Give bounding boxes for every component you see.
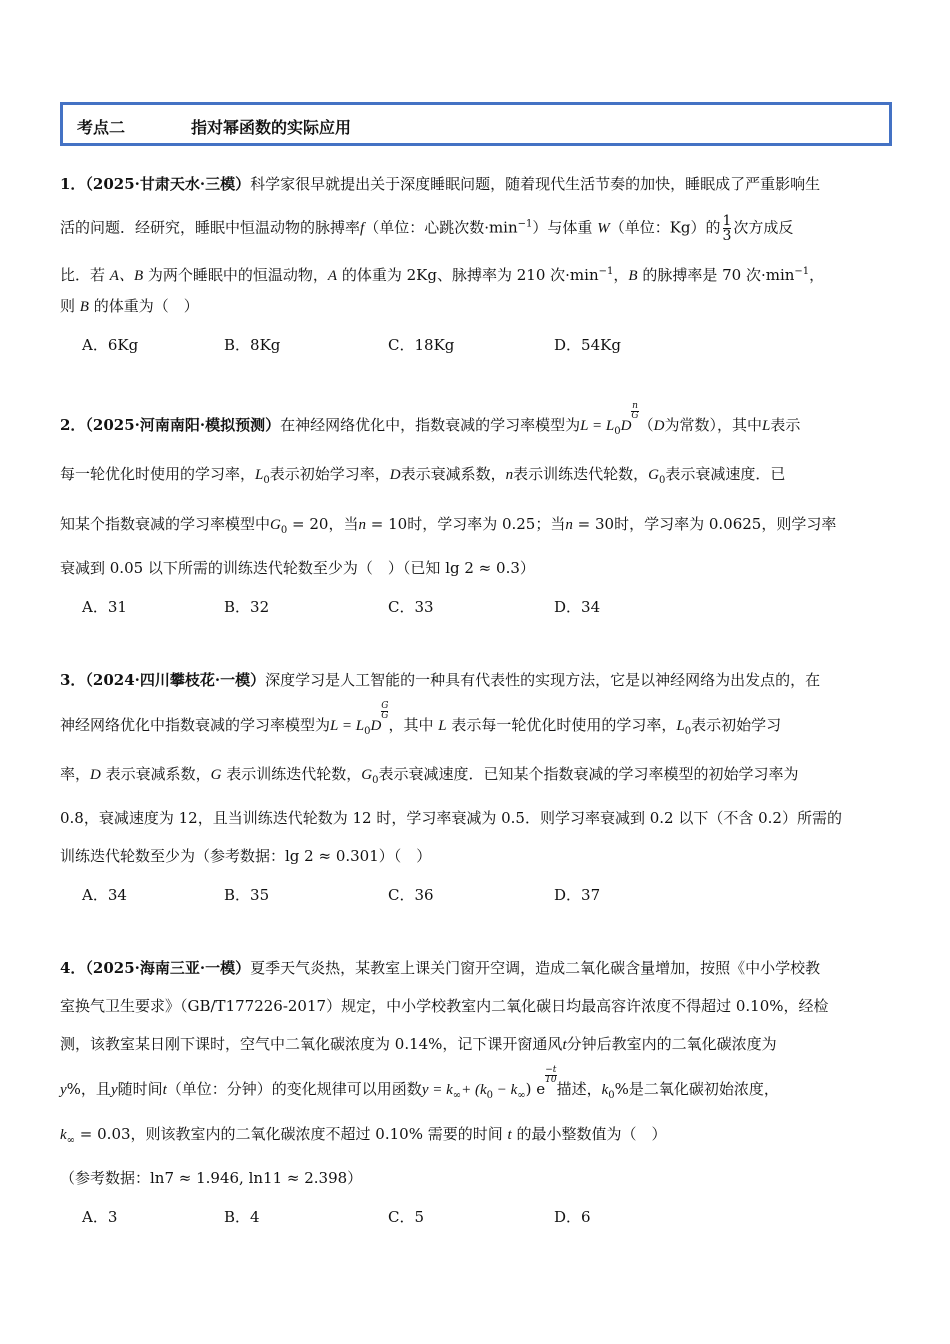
section-header	[60, 102, 892, 146]
q4-line5: $k_\infty = 0.03$，则该教室内的二氧化碳浓度不超过 0.10% 需要的时间 t 的最小整数值为（ ）	[60, 1125, 667, 1146]
q4-line6: （参考数据：ln7 ≈ 1.946, ln11 ≈ 2.398）	[60, 1169, 363, 1187]
q3-option-d[interactable]: D．37	[554, 886, 601, 904]
q1-line3: 比．若 A、B 为两个睡眠中的恒温动物，A 的体重为 2Kg、脉搏率为 210 次$\cdot\min^{-1}$，B 的脉搏率是 70 次$\cdot\min^{-1}$，	[60, 266, 825, 284]
q3-option-c[interactable]: C．36	[388, 886, 434, 904]
q1-options	[82, 334, 782, 354]
q2-line2: 每一轮优化时使用的学习率，$L_0$表示初始学习率，D表示衰减系数，n表示训练迭代轮数，$G_0$表示衰减速度．已	[60, 465, 786, 486]
exponent-neg-t-over-10: $\frac{-t}{10}$	[545, 1065, 557, 1085]
q2-line4: 衰减到 0.05 以下所需的训练迭代轮数至少为（ ）（已知 lg 2 ≈ 0.3）	[60, 559, 535, 577]
q1-line2: 活的问题．经研究，睡眠中恒温动物的脉搏率f（单位：心跳次数$\cdot\min^{-1}$）与体重 W（单位：Kg）的 $\frac{1}{3}$ 次方成反	[60, 213, 794, 244]
q3-options	[82, 884, 782, 904]
q4-source: 4．（2025·海南三亚·一模）	[60, 959, 251, 977]
q2-source: 2．（2025·河南南阳·模拟预测）	[60, 416, 281, 434]
q3-line4: 0.8，衰减速度为 12，且当训练迭代轮数为 12 时，学习率衰减为 0.5．则学习率衰减到 0.2 以下（不含 0.2）所需的	[60, 809, 842, 827]
q3-option-b[interactable]: B．35	[224, 886, 270, 904]
q3-line2: 神经网络优化中指数衰减的学习率模型为$L = L_0D$ $\frac{G}{G}$ ，其中 L 表示每一轮优化时使用的学习率，$L_0$表示初始学习	[60, 701, 782, 737]
q2-line1: 2．（2025·河南南阳·模拟预测）在神经网络优化中，指数衰减的学习率模型为$L = L_0D$ $\frac{n}{G}$ （D为常数），其中L表示	[60, 401, 801, 437]
q2-option-c[interactable]: C．33	[388, 598, 434, 616]
q1-option-c[interactable]: C．18Kg	[388, 336, 455, 354]
q3-line5: 训练迭代轮数至少为（参考数据：lg 2 ≈ 0.301）（ ）	[60, 847, 432, 865]
q2-option-d[interactable]: D．34	[554, 598, 601, 616]
q1-line4: 则 B 的体重为（ ）	[60, 297, 199, 315]
q4-line3: 测，该教室某日刚下课时，空气中二氧化碳浓度为 0.14%，记下课开窗通风t分钟后教室内的二氧化碳浓度为	[60, 1035, 777, 1053]
q1-option-b[interactable]: B．8Kg	[224, 336, 281, 354]
q3-line1: 3．（2024·四川攀枝花·一模）深度学习是人工智能的一种具有代表性的实现方法，它是以神经网络为出发点的，在	[60, 671, 821, 689]
q3-source: 3．（2024·四川攀枝花·一模）	[60, 671, 266, 689]
q4-option-d[interactable]: D．6	[554, 1208, 591, 1226]
q2-option-a[interactable]: A．31	[82, 598, 127, 616]
q1-option-d[interactable]: D．54Kg	[554, 336, 621, 354]
section-title: 指对幂函数的实际应用	[191, 118, 352, 137]
q3-option-a[interactable]: A．34	[82, 886, 127, 904]
q4-option-c[interactable]: C．5	[388, 1208, 425, 1226]
q4-options	[82, 1206, 782, 1226]
section-number: 考点二	[77, 118, 126, 137]
exponent-g-over-g0: $\frac{G}{G}$	[381, 701, 389, 721]
q4-option-b[interactable]: B．4	[224, 1208, 260, 1226]
q3-line3: 率，D 表示衰减系数，G 表示训练迭代轮数，$G_0$表示衰减速度．已知某个指数衰减的学习率模型的初始学习率为	[60, 765, 799, 786]
q4-line1: 4．（2025·海南三亚·一模）夏季天气炎热，某教室上课关门窗开空调，造成二氧化碳含量增加，按照《中小学校教	[60, 959, 821, 977]
q4-option-a[interactable]: A．3	[82, 1208, 118, 1226]
q1-source: 1．（2025·甘肃天水·三模）	[60, 175, 251, 193]
q1-line1: 1．（2025·甘肃天水·三模）科学家很早就提出关于深度睡眠问题，随着现代生活节奏的加快，睡眠成了严重影响生	[60, 175, 821, 193]
q2-options	[82, 596, 782, 616]
q2-option-b[interactable]: B．32	[224, 598, 270, 616]
exponent-n-over-g0: $\frac{n}{G}$	[631, 401, 639, 421]
q2-line3: 知某个指数衰减的学习率模型中$G_0 = 20$，当n = 10时，学习率为 0.25；当n = 30时，学习率为 0.0625，则学习率	[60, 515, 837, 536]
fraction-one-third: $\frac{1}{3}$	[722, 213, 732, 244]
q4-line2: 室换气卫生要求》（GB/T177226-2017）规定，中小学校教室内二氧化碳日均最高容许浓度不得超过 0.10%，经检	[60, 997, 829, 1015]
q1-option-a[interactable]: A．6Kg	[82, 336, 139, 354]
q4-line4: y%，且y随时间t（单位：分钟）的变化规律可以用函数$y = k_\infty+ (k_0 - k_\infty)$ e $\frac{-t}{10}$ 描述，$k_0\%$是二氧化碳初始浓度，	[60, 1065, 779, 1101]
